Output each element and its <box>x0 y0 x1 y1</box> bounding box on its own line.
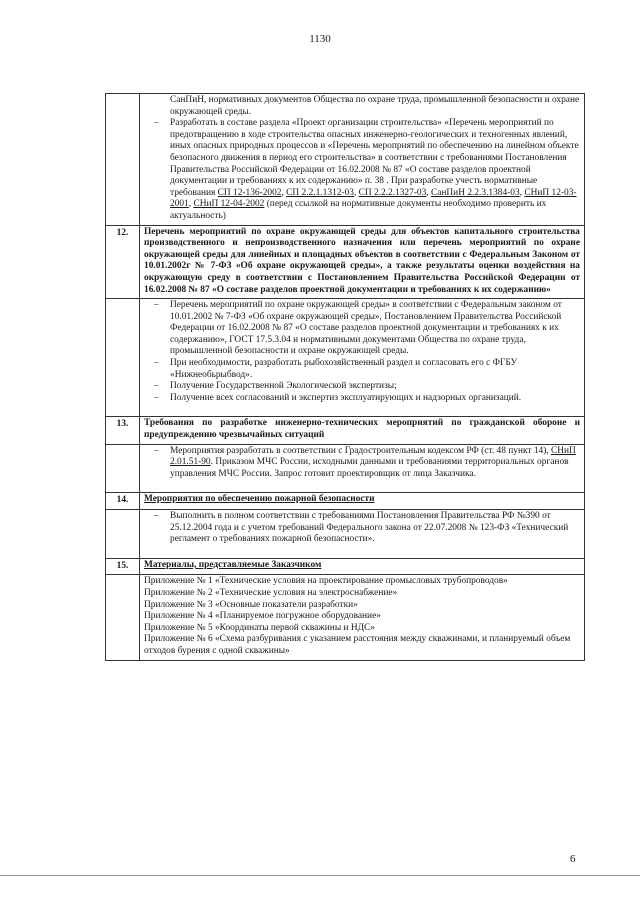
norms-note: (перед ссылкой на нормативные документы необходимо проверить их актуальность) <box>170 199 547 221</box>
table-row-13-heading <box>106 417 585 444</box>
list-item: – Разработать в составе раздела «Проект организации строительства» «Перечень мероприятий по предотвращению в ходе строительства опасных инженерно-геологических и техногенных явлений, иных опасных природных процессов и «Перечень мероприятий по обеспечению на линейном объекте безопасного движения в период его строительства» в соответствии с требованиями Постановления Правительства Российской Федерации от 16.02.2008 № 87 «О составе разделов проектной документации и требованиях к их содержанию» п. 38 . При разработке учесть нормативные требования СП 12-136-2002, СП 2.2.1.1312-03, СП 2.2.2.1327-03, СанПиН 2.2.3.1384-03, СНиП 12-03-2001, СНиП 12-04-2002 (перед ссылкой на нормативные документы необходимо проверить их актуальность) <box>144 118 580 222</box>
row-number: 12. <box>106 225 140 299</box>
norm-ref: СП 2.2.1.1312-03 <box>286 187 354 198</box>
norm-ref: СНиП 12-04-2002 <box>193 199 265 210</box>
attachment-line: Приложение № 2 «Технические условия на электроснабжение» <box>144 587 398 598</box>
norm-ref: СНиП 12-03-2001 <box>170 187 577 210</box>
row-heading-text: Материалы, представляемые Заказчиком <box>144 559 322 570</box>
row-number: 15. <box>106 558 140 575</box>
number-cell <box>106 299 140 417</box>
content-cell <box>140 575 585 660</box>
norm-ref: СанПиН 2.2.3.1384-03 <box>430 187 520 198</box>
number-cell <box>106 444 140 493</box>
list-item <box>144 446 580 481</box>
attachment-line: Приложение № 4 «Планируемое погружное оборудование» <box>144 611 381 622</box>
table-row-14-heading <box>106 493 585 510</box>
attachment-line: Приложение № 5 «Координаты первой скважины и НДС» <box>144 622 375 633</box>
row-heading <box>140 493 585 510</box>
requirement-list <box>144 95 580 223</box>
content-cell <box>140 94 585 226</box>
list-item: – Выполнить в полном соответствии с требованиями Постановления Правительства РФ №390 от 25.12.2004 года и с учетом требований Федерального закона от 22.07.2008 № 123-ФЗ «Технический регламент о требованиях пожарной безопасности». <box>144 511 580 546</box>
table-row-12-body <box>106 299 585 417</box>
number-cell <box>106 575 140 660</box>
row-heading-text: Мероприятия по обеспечению пожарной безопасности <box>144 494 375 505</box>
requirement-list <box>144 300 580 404</box>
page-number-top: 1130 <box>309 33 331 45</box>
list-item: – Перечень мероприятий по охране окружающей среды» в соответствии с Федеральным законом от 10.01.2002 № 7-ФЗ «Об охране окружающей среды», Постановлением Правительства Российской Федерации от 16.02.2008 № 87 «О составе разделов проектной документации и требованиях к их содержанию», ГОСТ 17.5.3.04 и нормативными документами Общества по охране труда, промышленной безопасности и охране окружающей среды. <box>144 300 580 358</box>
footer-divider <box>0 875 640 876</box>
attachment-line: Приложение № 6 «Схема разбуривания с указанием расстояния между скважинами, и планируемый объем отходов бурения с одной скважины» <box>144 634 571 656</box>
row-number: 14. <box>106 493 140 510</box>
norm-ref: СП 2.2.2.1327-03 <box>358 187 427 198</box>
table-row-15-body <box>106 575 585 660</box>
requirement-list <box>144 511 580 546</box>
table-row-15-heading <box>106 558 585 575</box>
number-cell <box>106 510 140 559</box>
norm-ref: СП 12-136-2002 <box>217 187 282 198</box>
content-cell <box>140 510 585 559</box>
attachment-line: Приложение № 1 «Технические условия на проектирование промысловых трубопроводов» <box>144 576 508 587</box>
norm-ref: СНиП 2.01.51-90 <box>170 445 576 468</box>
row-heading <box>140 558 585 575</box>
list-item-text: . Приказом МЧС России, исходными данными и требованиями территориальных органов управления МЧС России. Запрос готовит проектировщик от лица Заказчика. <box>170 457 569 479</box>
requirement-list <box>144 446 580 481</box>
table-row-13-body <box>106 444 585 493</box>
list-item: СанПиН, нормативных документов Общества по охране труда, промышленной безопасности и охране окружающей среды. <box>170 95 580 117</box>
list-item-text: Разработать в составе раздела «Проект организации строительства» «Перечень мероприятий по предотвращению в ходе строительства опасных инженерно-геологических и техногенных явлений, иных опасных природных процессов и «Перечень мероприятий по обеспечению на линейном объекте безопасного движения в период его строительства» в соответствии с требованиями Постановления Правительства Российской Федерации от 16.02.2008 № 87 «О составе разделов проектной документации и требованиях к их содержанию» п. 38 . <box>170 118 579 187</box>
content-cell <box>140 299 585 417</box>
page-number-bottom: 6 <box>570 853 576 865</box>
list-item: – При необходимости, разработать рыбохозяйственный раздел и согласовать его с ФГБУ «Нижнеобьрыбвод». <box>144 358 580 381</box>
row-heading: Требования по разработке инженерно-технических мероприятий по гражданской обороне и предупреждению чрезвычайных ситуаций <box>140 417 585 444</box>
number-cell <box>106 94 140 226</box>
list-item: – Получение Государственной Экологической экспертизы; <box>144 381 580 393</box>
table-row-12-heading <box>106 225 585 299</box>
row-number: 13. <box>106 417 140 444</box>
table-row-14-body <box>106 510 585 559</box>
list-item-text: Мероприятия разработать в соответствии с Градостроительным кодексом РФ (ст. 48 пункт 14), <box>170 445 549 456</box>
content-cell <box>140 444 585 493</box>
requirements-table <box>105 93 585 661</box>
table-row-continuation <box>106 94 585 226</box>
attachment-line: Приложение № 3 «Основные показатели разработки» <box>144 599 358 610</box>
list-item: – Получение всех согласований и экспертиз эксплуатирующих и надзорных организаций. <box>144 393 580 405</box>
row-heading: Перечень мероприятий по охране окружающей среды для объектов капитального строительства производственного и непроизводственного назначения или перечень мероприятий по охране окружающей среды для линейных и площадных объектов в соответствии с Федеральным Законом от 10.01.2002г № 7-ФЗ «Об охране окружающей среды», а также результаты оценки воздействия на окружающую среду в соответствии с Постановлением Правительства Российской Федерации от 16.02.2008 № 87 «О составе разделов проектной документации и требованиях к их содержанию» <box>140 225 585 299</box>
norms-intro: При разработке учесть нормативные требования <box>170 176 538 198</box>
